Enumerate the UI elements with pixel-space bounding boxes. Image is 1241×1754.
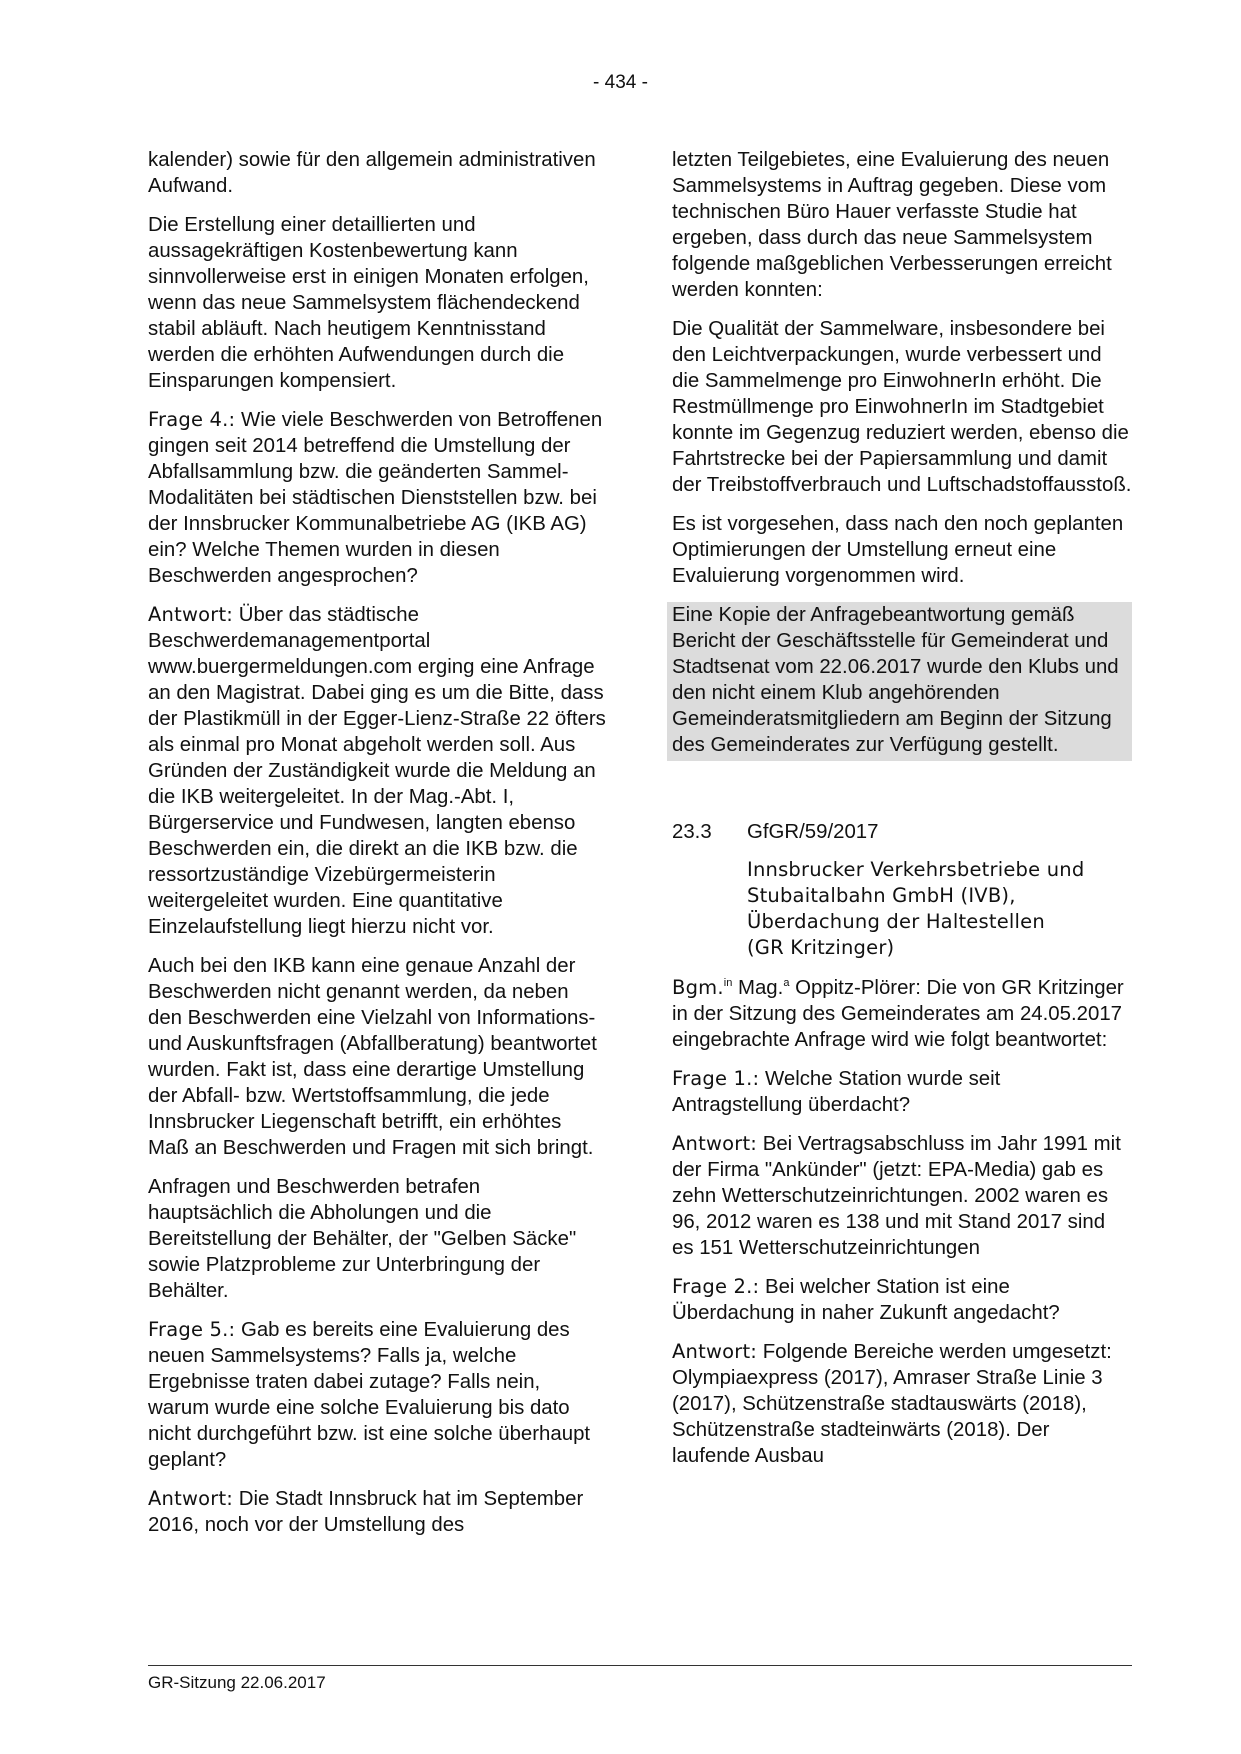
agenda-item-title bbox=[747, 857, 1132, 961]
answer-label: Antwort: bbox=[672, 1132, 758, 1155]
question-text: Bei welcher Station ist eine Überdachung in naher Zukunft angedacht? bbox=[672, 1276, 1060, 1324]
paragraph: kalender) sowie für den allgemein administrativen Aufwand. bbox=[148, 149, 596, 197]
paragraph: Es ist vorgesehen, dass nach den noch geplanten Optimierungen der Umstellung erneut eine Evaluierung vorgenommen wird. bbox=[672, 513, 1124, 587]
agenda-item-number: 23.3 bbox=[672, 821, 712, 843]
agenda-item-code: GfGR/59/2017 bbox=[747, 821, 879, 843]
answer-5 bbox=[148, 1486, 606, 1538]
question-5 bbox=[148, 1317, 606, 1473]
question-label: Frage 4.: bbox=[148, 408, 236, 431]
answer-label: Antwort: bbox=[148, 1487, 234, 1510]
question-label: Frage 5.: bbox=[148, 1318, 236, 1341]
superscript: a bbox=[783, 977, 790, 989]
agenda-title-line: Innsbrucker Verkehrsbetriebe und bbox=[747, 858, 1085, 881]
question-text: Wie viele Beschwerden von Betroffenen gingen seit 2014 betreffend die Umstellung der Abfallsammlung bzw. die geänderten Sammel-Modalitäten bei städtischen Dienststellen bzw. bei der Innsbrucker Kommunalbetriebe AG (IKB AG) ein? Welche Themen wurden in diesen Beschwerden angesprochen? bbox=[148, 409, 603, 587]
answer-label: Antwort: bbox=[148, 603, 234, 626]
question-text: Welche Station wurde seit Antragstellung überdacht? bbox=[672, 1068, 1001, 1116]
right-column bbox=[672, 147, 1132, 1482]
question-text: Gab es bereits eine Evaluierung des neuen Sammelsystems? Falls ja, welche Ergebnisse traten dabei zutage? Falls nein, warum wurde eine solche Evaluierung bis dato nicht durchgeführt bzw. ist eine solche überhaupt geplant? bbox=[148, 1319, 591, 1471]
question-1 bbox=[672, 1066, 1132, 1118]
answer-2 bbox=[672, 1339, 1132, 1469]
answer-text: Folgende Bereiche werden umgesetzt: Olympiaexpress (2017), Amraser Straße Linie 3 (2017), Schützenstraße stadtauswärts (2018), Schützenstraße stadteinwärts (2018). Der laufende Ausbau bbox=[672, 1341, 1112, 1467]
footer-label: GR-Sitzung 22.06.2017 bbox=[148, 1673, 326, 1692]
question-2 bbox=[672, 1274, 1132, 1326]
highlighted-note: Eine Kopie der Anfragebeantwortung gemäß Bericht der Geschäftsstelle für Gemeinderat und Stadtsenat vom 22.06.2017 wurde den Klubs und den nicht einem Klub angehörenden Gemeinderatsmitgliedern am Beginn der Sitzung des Gemeinderates zur Verfügung gestellt. bbox=[667, 602, 1132, 761]
agenda-title-line: (GR Kritzinger) bbox=[747, 936, 895, 959]
paragraph: Die Qualität der Sammelware, insbesondere bei den Leichtverpackungen, wurde verbessert und die Sammelmenge pro EinwohnerIn erhöht. Die Restmüllmenge pro EinwohnerIn im Stadtgebiet konnte im Gegenzug reduziert werden, ebenso die Fahrtstrecke bei der Papiersammlung und damit der Treibstoffverbrauch und Luftschadstoffausstoß. bbox=[672, 318, 1132, 496]
answer-text: Die Stadt Innsbruck hat im September 2016, noch vor der Umstellung des bbox=[148, 1488, 584, 1536]
superscript: in bbox=[723, 977, 733, 989]
question-label: Frage 2.: bbox=[672, 1275, 760, 1298]
speaker-text: Oppitz-Plörer: Die von GR Kritzinger in der Sitzung des Gemeinderates am 24.05.2017 eingebrachte Anfrage wird wie folgt beantwortet: bbox=[672, 977, 1124, 1051]
paragraph: Anfragen und Beschwerden betrafen hauptsächlich die Abholungen und die Bereitstellung der Behälter, der "Gelben Säcke" sowie Platzprobleme zur Unterbringung der Behälter. bbox=[148, 1176, 577, 1302]
answer-text: Über das städtische Beschwerdemanagementportal www.buergermeldungen.com erging eine Anfrage an den Magistrat. Dabei ging es um die Bitte, dass der Plastikmüll in der Egger-Lienz-Straße 22 öfters als einmal pro Monat abgeholt werden soll. Aus Gründen der Zuständigkeit wurde die Meldung an die IKB weitergeleitet. In der Mag.-Abt. I, Bürgerservice und Fundwesen, langten ebenso Beschwerden ein, die direkt an die IKB bzw. die ressortzuständige Vizebürgermeisterin weitergeleitet wurden. Eine quantitative Einzelaufstellung liegt hierzu nicht vor. bbox=[148, 604, 606, 938]
agenda-title-line: Stubaitalbahn GmbH (IVB), bbox=[747, 884, 1016, 907]
answer-text: Bei Vertragsabschluss im Jahr 1991 mit der Firma "Ankünder" (jetzt: EPA-Media) gab es zehn Wetterschutzeinrichtungen. 2002 waren es 96, 2012 waren es 138 und mit Stand 2017 sind es 151 Wetterschutzeinrichtungen bbox=[672, 1133, 1121, 1259]
page-number: - 434 - bbox=[593, 72, 648, 93]
answer-label: Antwort: bbox=[672, 1340, 758, 1363]
answer-1 bbox=[672, 1131, 1132, 1261]
footer-divider bbox=[148, 1665, 1132, 1666]
paragraph: Auch bei den IKB kann eine genaue Anzahl der Beschwerden nicht genannt werden, da neben den Beschwerden eine Vielzahl von Informations- und Auskunftsfragen (Abfallberatung) beantwortet wurden. Fakt ist, dass eine derartige Umstellung der Abfall- bzw. Wertstoffsammlung, die jede Innsbrucker Liegenschaft betrifft, ein erhöhtes Maß an Beschwerden und Fragen mit sich bringt. bbox=[148, 955, 597, 1159]
speaker-title: Bgm. bbox=[672, 976, 724, 999]
left-column bbox=[148, 147, 606, 1551]
answer-4 bbox=[148, 602, 606, 940]
paragraph: Die Erstellung einer detaillierten und aussagekräftigen Kostenbewertung kann sinnvollerweise erst in einigen Monaten erfolgen, wenn das neue Sammelsystem flächendeckend stabil abläuft. Nach heutigem Kenntnisstand werden die erhöhten Aufwendungen durch die Einsparungen kompensiert. bbox=[148, 214, 589, 392]
paragraph: letzten Teilgebietes, eine Evaluierung des neuen Sammelsystems in Auftrag gegeben. Diese vom technischen Büro Hauer verfasste Studie hat ergeben, dass durch das neue Sammelsystem folgende maßgeblichen Verbesserungen erreicht werden konnten: bbox=[672, 149, 1112, 301]
question-4 bbox=[148, 407, 606, 589]
speaker-title-mag: Mag. bbox=[732, 977, 784, 999]
speaker-statement bbox=[672, 975, 1132, 1053]
agenda-title-line: Überdachung der Haltestellen bbox=[747, 910, 1045, 933]
agenda-item-heading bbox=[672, 819, 1132, 845]
question-label: Frage 1.: bbox=[672, 1067, 760, 1090]
